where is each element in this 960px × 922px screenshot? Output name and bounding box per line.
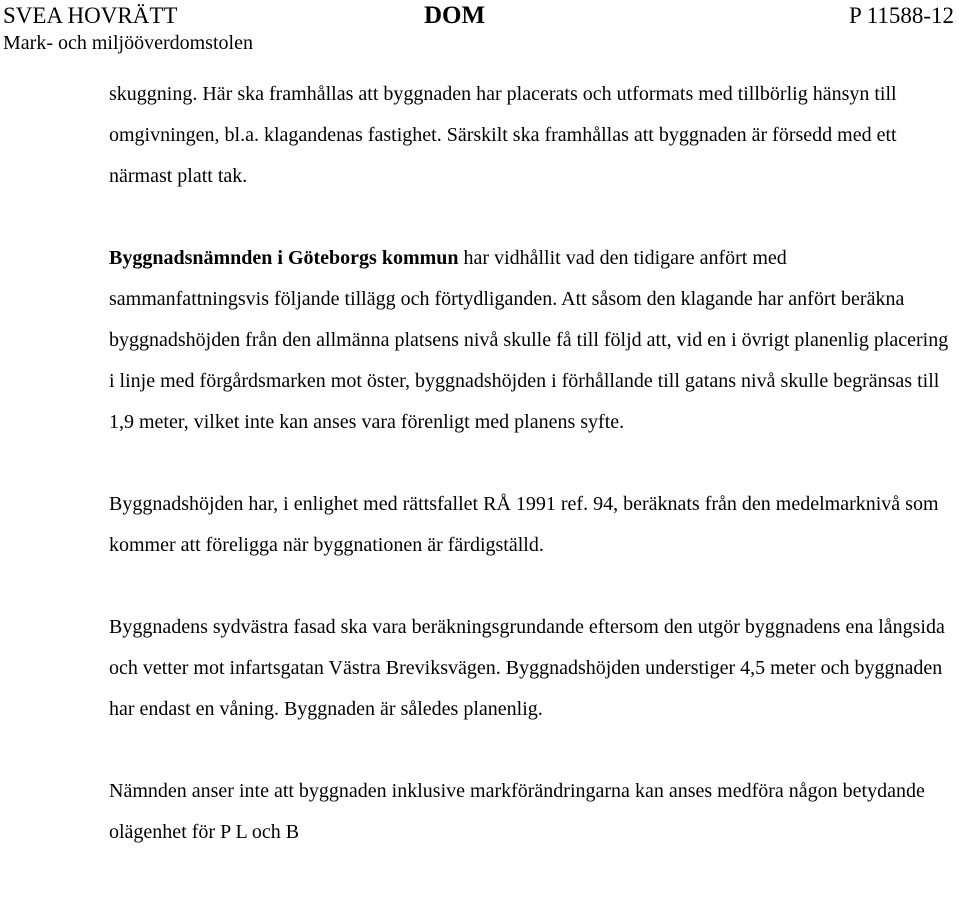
paragraph-1: skuggning. Här ska framhållas att byggnaden har placerats och utformats med tillbörlig hänsyn till omgivningen, bl.a. klagandenas fastighet. Särskilt ska framhållas att byggnaden är försedd med ett närmast platt tak. [109,83,897,187]
page-header [0,2,960,58]
case-number: P 11588-12 [849,3,954,28]
court-division: Mark- och miljööverdomstolen [3,32,253,54]
paragraph-4: Byggnadens sydvästra fasad ska vara beräkningsgrundande eftersom den utgör byggnadens ena långsida och vetter mot infartsgatan Västra Breviksvägen. Byggnadshöjden understiger 4,5 meter och byggnaden har endast en våning. Byggnaden är således planenlig. [109,616,945,720]
paragraph-5: Nämnden anser inte att byggnaden inklusive markförändringarna kan anses medföra någon betydande olägenhet för P L och B [109,780,925,843]
paragraph-2-text: har vidhållit vad den tidigare anfört med sammanfattningsvis följande tillägg och förtydliganden. Att såsom den klagande har anfört beräkna byggnadshöjden från den allmänna platsens nivå skulle få till följd att, vid en i övrigt planenlig placering i linje med förgårdsmarken mot öster, byggnadshöjden i förhållande till gatans nivå skulle begränsas till 1,9 meter, vilket inte kan anses vara förenligt med planens syfte. [109,247,949,433]
document-type: DOM [424,2,486,29]
document-body [109,74,951,853]
paragraph-3: Byggnadshöjden har, i enlighet med rättsfallet RÅ 1991 ref. 94, beräknats från den medelmarknivå som kommer att föreligga när byggnationen är färdigställd. [109,493,939,556]
party-name: Byggnadsnämnden i Göteborgs kommun [109,247,459,269]
court-name: SVEA HOVRÄTT [3,3,178,28]
paragraph-2 [109,238,951,443]
